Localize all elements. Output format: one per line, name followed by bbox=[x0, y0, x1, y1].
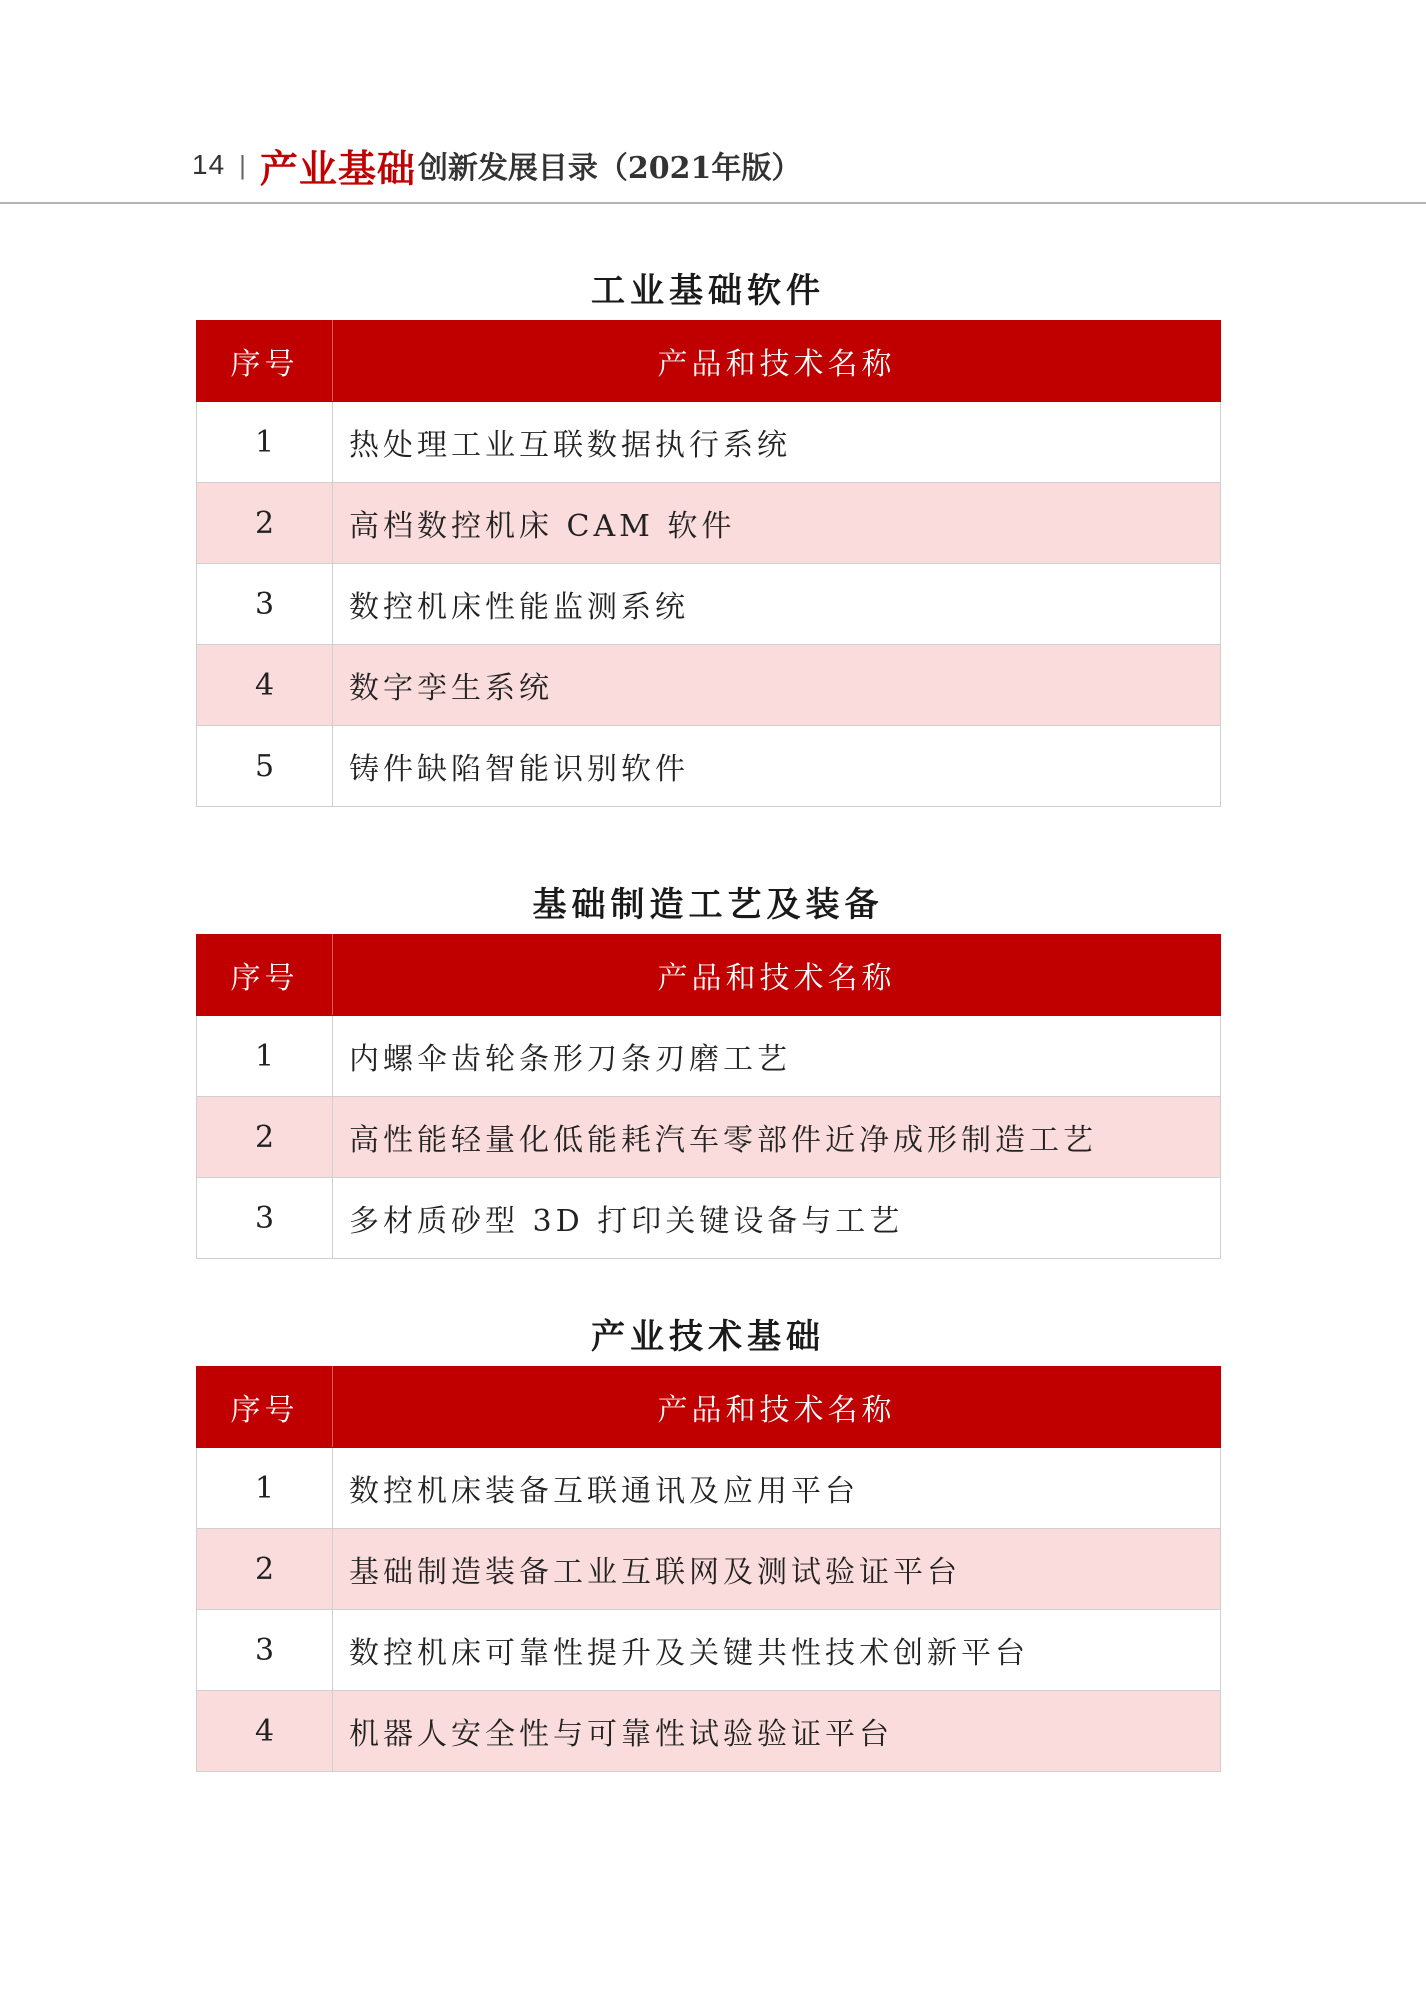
table-row bbox=[197, 1178, 1221, 1259]
column-header-index: 序号 bbox=[197, 935, 333, 1016]
section-title: 工业基础软件 bbox=[591, 271, 825, 311]
section-industrial-technology bbox=[196, 1308, 1220, 1772]
table-header-row bbox=[197, 321, 1221, 402]
row-name: 高档数控机床 CAM 软件 bbox=[333, 483, 1221, 564]
row-index: 3 bbox=[197, 1610, 333, 1691]
row-name: 铸件缺陷智能识别软件 bbox=[333, 726, 1221, 807]
row-name: 内螺伞齿轮条形刀条刃磨工艺 bbox=[333, 1016, 1221, 1097]
row-name: 基础制造装备工业互联网及测试验证平台 bbox=[333, 1529, 1221, 1610]
table-row bbox=[197, 1016, 1221, 1097]
section-manufacturing-process bbox=[196, 876, 1220, 1259]
page-header bbox=[192, 140, 801, 190]
column-header-name: 产品和技术名称 bbox=[333, 321, 1221, 402]
table-row bbox=[197, 402, 1221, 483]
column-header-index: 序号 bbox=[197, 1367, 333, 1448]
table-header-row bbox=[197, 935, 1221, 1016]
row-index: 4 bbox=[197, 645, 333, 726]
row-name: 数控机床性能监测系统 bbox=[333, 564, 1221, 645]
row-index: 2 bbox=[197, 483, 333, 564]
table-row bbox=[197, 645, 1221, 726]
table-row bbox=[197, 1691, 1221, 1772]
row-name: 数字孪生系统 bbox=[333, 645, 1221, 726]
running-title-highlight: 产业基础 bbox=[259, 145, 416, 191]
row-index: 2 bbox=[197, 1529, 333, 1610]
row-index: 1 bbox=[197, 1448, 333, 1529]
row-index: 5 bbox=[197, 726, 333, 807]
table-row bbox=[197, 564, 1221, 645]
column-header-name: 产品和技术名称 bbox=[333, 1367, 1221, 1448]
catalog-table bbox=[196, 1366, 1221, 1772]
row-name: 多材质砂型 3D 打印关键设备与工艺 bbox=[333, 1178, 1221, 1259]
catalog-table bbox=[196, 934, 1221, 1259]
row-index: 1 bbox=[197, 402, 333, 483]
column-header-name: 产品和技术名称 bbox=[333, 935, 1221, 1016]
row-index: 1 bbox=[197, 1016, 333, 1097]
row-index: 3 bbox=[197, 1178, 333, 1259]
row-name: 数控机床装备互联通讯及应用平台 bbox=[333, 1448, 1221, 1529]
row-index: 3 bbox=[197, 564, 333, 645]
table-header-row bbox=[197, 1367, 1221, 1448]
header-rule bbox=[0, 202, 1426, 204]
section-industrial-software bbox=[196, 262, 1220, 807]
row-name: 数控机床可靠性提升及关键共性技术创新平台 bbox=[333, 1610, 1221, 1691]
table-row bbox=[197, 1097, 1221, 1178]
page-number: 14 bbox=[192, 149, 226, 180]
row-name: 高性能轻量化低能耗汽车零部件近净成形制造工艺 bbox=[333, 1097, 1221, 1178]
row-name: 热处理工业互联数据执行系统 bbox=[333, 402, 1221, 483]
table-row bbox=[197, 1448, 1221, 1529]
header-separator: | bbox=[239, 149, 246, 180]
running-title-rest: 创新发展目录（2021年版） bbox=[417, 151, 802, 186]
row-index: 4 bbox=[197, 1691, 333, 1772]
section-title: 产业技术基础 bbox=[591, 1317, 825, 1357]
table-row bbox=[197, 1610, 1221, 1691]
table-row bbox=[197, 726, 1221, 807]
row-index: 2 bbox=[197, 1097, 333, 1178]
column-header-index: 序号 bbox=[197, 321, 333, 402]
table-row bbox=[197, 1529, 1221, 1610]
catalog-table bbox=[196, 320, 1221, 807]
table-row bbox=[197, 483, 1221, 564]
row-name: 机器人安全性与可靠性试验验证平台 bbox=[333, 1691, 1221, 1772]
section-title: 基础制造工艺及装备 bbox=[532, 885, 884, 925]
